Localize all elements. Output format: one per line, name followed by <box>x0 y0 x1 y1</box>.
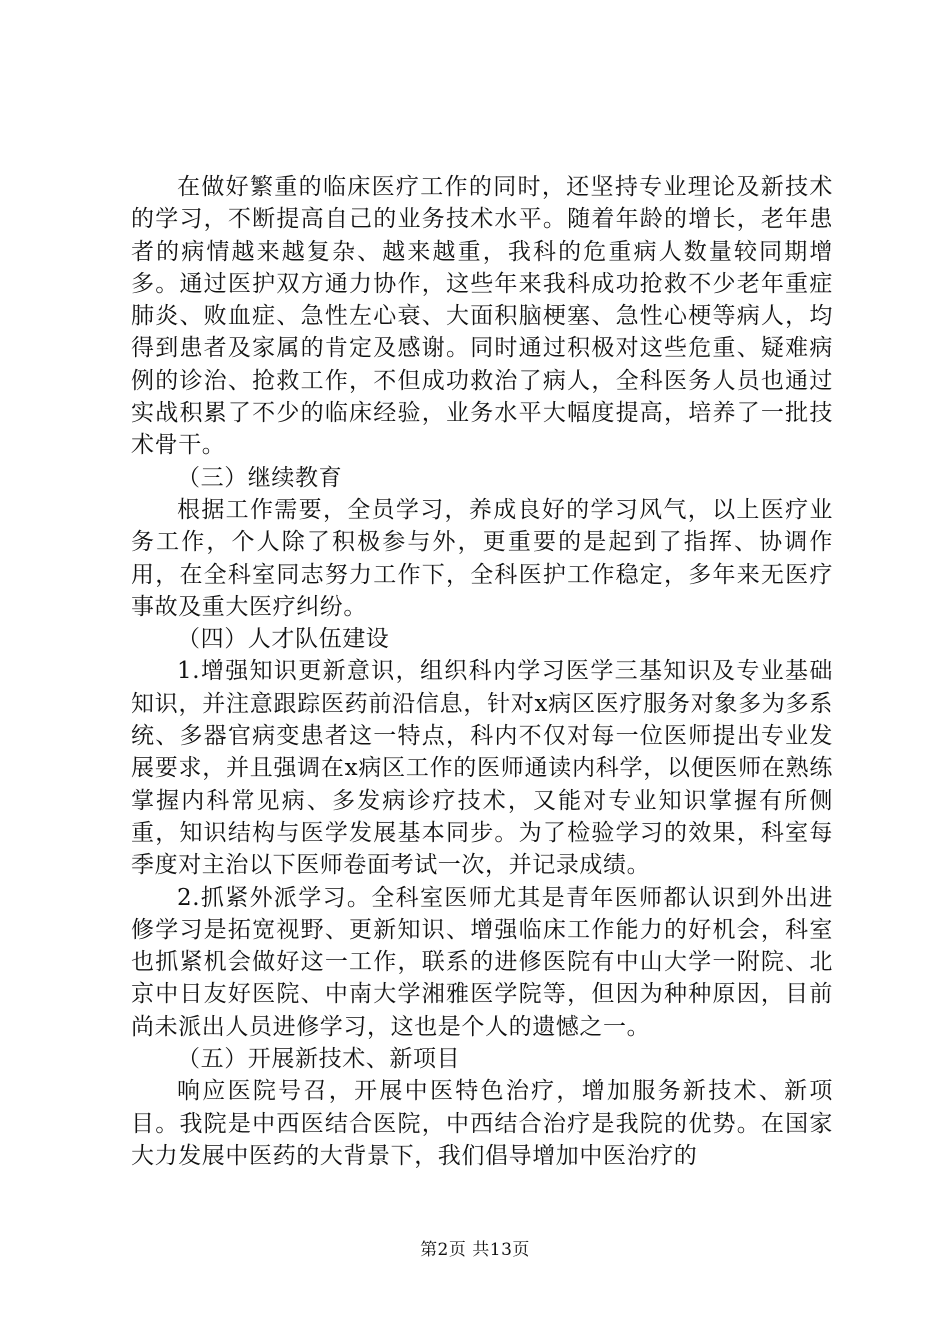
paragraph-continuing-education: 根据工作需要，全员学习，养成良好的学习风气，以上医疗业务工作，个人除了积极参与外，更重要的是起到了指挥、协调作用，在全科室同志努力工作下，全科医护工作稳定，多年来无医疗事故及重大医疗纠纷。 <box>131 496 833 620</box>
section-heading-talent-team: （四）人才队伍建设 <box>177 626 390 653</box>
paragraph-knowledge-update: 1.增强知识更新意识，组织科内学习医学三基知识及专业基础知识，并注意跟踪医药前沿信息，针对x病区医疗服务对象多为多系统、多器官病变患者这一特点，科内不仅对每一位医师提出专业发展要求，并且强调在x病区工作的医师通读内科学，以便医师在熟练掌握内科常见病、多发病诊疗技术，又能对专业知识掌握有所侧重，知识结构与医学发展基本同步。为了检验学习的效果，科室每季度对主治以下医师卷面考试一次，并记录成绩。 <box>131 658 833 879</box>
section-heading-continuing-education: （三）继续教育 <box>177 464 343 491</box>
paragraph-new-technology: 响应医院号召，开展中医特色治疗，增加服务新技术、新项目。我院是中西医结合医院，中西结合治疗是我院的优势。在国家大力发展中医药的大背景下，我们倡导增加中医治疗的 <box>131 1078 833 1169</box>
paragraph-external-training: 2.抓紧外派学习。全科室医师尤其是青年医师都认识到外出进修学习是拓宽视野、更新知识、增强临床工作能力的好机会，科室也抓紧机会做好这一工作，联系的进修医院有中山大学一附院、北京中日友好医院、中南大学湘雅医学院等，但因为种种原因，目前尚未派出人员进修学习，这也是个人的遗憾之一。 <box>131 884 833 1040</box>
paragraph-clinical-work: 在做好繁重的临床医疗工作的同时，还坚持专业理论及新技术的学习，不断提高自己的业务技术水平。随着年龄的增长，老年患者的病情越来越复杂、越来越重，我科的危重病人数量较同期增多。通过医护双方通力协作，这些年来我科成功抢救不少老年重症肺炎、败血症、急性左心衰、大面积脑梗塞、急性心梗等病人，均得到患者及家属的肯定及感谢。同时通过积极对这些危重、疑难病例的诊治、抢救工作，不但成功救治了病人，全科医务人员也通过实战积累了不少的临床经验，业务水平大幅度提高，培养了一批技术骨干。 <box>131 174 833 459</box>
document-body <box>131 171 833 1172</box>
section-heading-new-technology: （五）开展新技术、新项目 <box>177 1046 461 1073</box>
page-number-footer: 第2页 共13页 <box>420 1240 530 1260</box>
